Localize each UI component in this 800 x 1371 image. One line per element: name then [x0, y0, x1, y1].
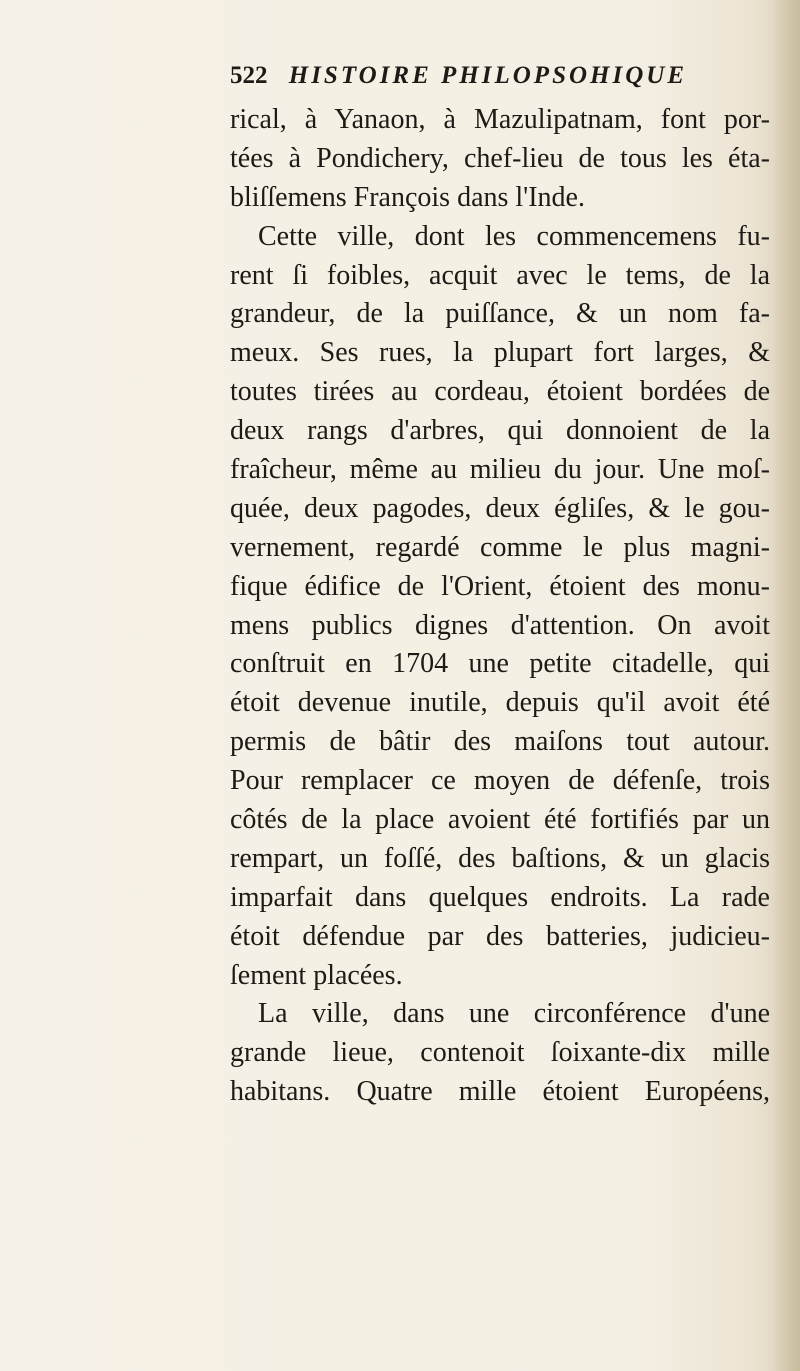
text-line: Pour remplacer ce moyen de défenſe, trois — [230, 765, 770, 797]
text-line: étoit défendue par des batteries, judicieu- — [230, 920, 770, 952]
page-number: 522 — [230, 62, 268, 89]
text-line: rent ſi foibles, acquit avec le tems, de la — [230, 259, 770, 291]
text-line: permis de bâtir des maiſons tout autour. — [230, 726, 770, 758]
text-line: étoit devenue inutile, depuis qu'il avoit été — [230, 687, 770, 719]
text-line: meux. Ses rues, la plupart fort larges, & — [230, 337, 770, 369]
text-line: rical, à Yanaon, à Mazulipatnam, font por- — [230, 104, 770, 135]
text-line: grande lieue, contenoit ſoixante-dix mille — [230, 1037, 770, 1069]
text-line: La ville, dans une circonférence d'une — [258, 998, 770, 1030]
text-body — [230, 101, 770, 1112]
text-line: imparfait dans quelques endroits. La rade — [230, 881, 770, 913]
text-line: ſement placées. — [230, 959, 403, 991]
page-edge-shadow — [772, 0, 800, 1371]
text-line: grandeur, de la puiſſance, & un nom fa- — [230, 298, 770, 330]
text-line: vernement, regardé comme le plus magni- — [230, 531, 770, 563]
running-title: HISTOIRE PHILOPSOHIQUE — [288, 62, 687, 89]
text-line: toutes tirées au cordeau, étoient bordées de — [230, 376, 770, 408]
text-line: habitans. Quatre mille étoient Européens, — [230, 1076, 770, 1108]
text-line: Cette ville, dont les commencemens fu- — [258, 220, 770, 252]
running-head — [230, 62, 770, 102]
text-line: rempart, un foſſé, des baſtions, & un glacis — [230, 842, 770, 874]
text-line: fraîcheur, même au milieu du jour. Une moſ- — [230, 454, 770, 486]
text-line: bliſſemens François dans l'Inde. — [230, 181, 585, 213]
text-line: tées à Pondichery, chef-lieu de tous les éta- — [230, 142, 770, 174]
text-line: côtés de la place avoient été fortifiés par un — [230, 804, 770, 836]
text-line: fique édifice de l'Orient, étoient des monu- — [230, 570, 770, 602]
text-line: mens publics dignes d'attention. On avoit — [230, 609, 770, 641]
text-line: deux rangs d'arbres, qui donnoient de la — [230, 415, 770, 447]
text-line: conſtruit en 1704 une petite citadelle, qui — [230, 648, 770, 680]
text-line: quée, deux pagodes, deux égliſes, & le gou- — [230, 492, 770, 524]
